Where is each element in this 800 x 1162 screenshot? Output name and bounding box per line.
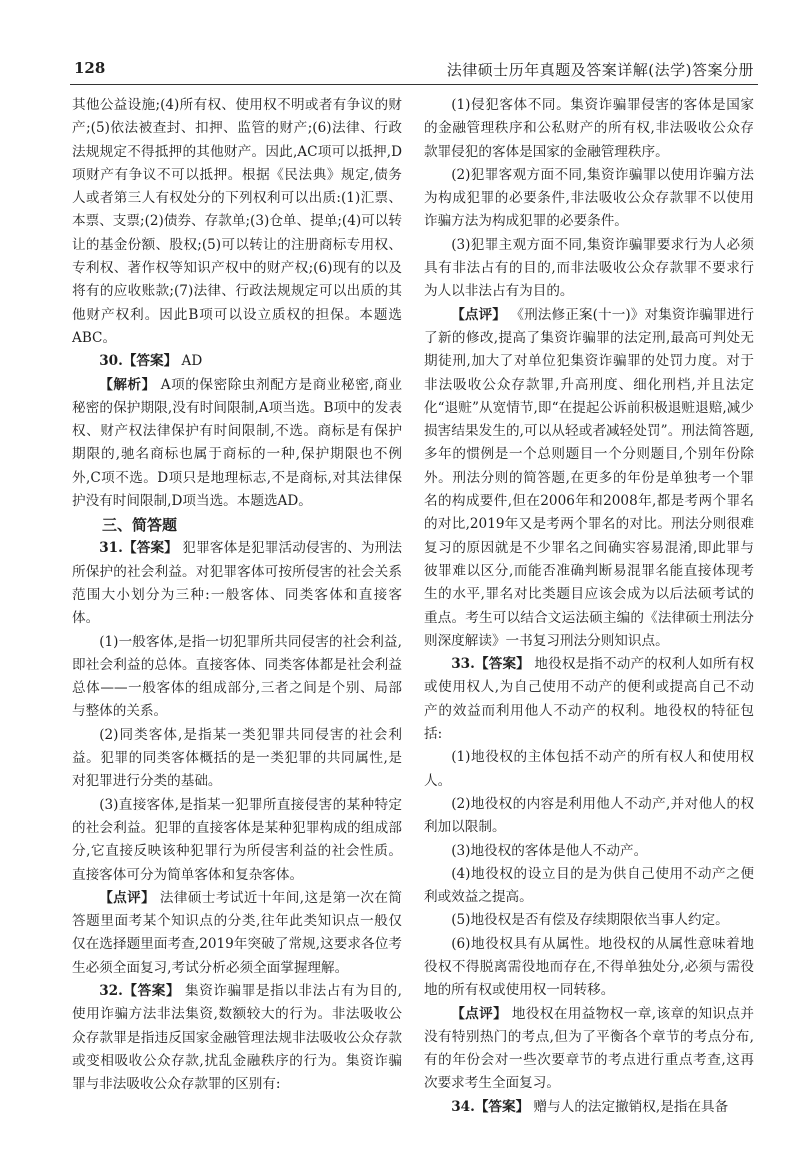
paragraph [424,164,754,234]
paragraph [424,304,754,653]
paragraph-text: (1)侵犯客体不同。集资诈骗罪侵害的客体是国家的金融管理秩序和公私财产的所有权,非法吸收公众存款罪侵犯的客体是国家的金融管理秩序。 [424,97,754,160]
paragraph-text: 法律硕士考试近十年间,这是第一次在简答题里面考某个知识点的分类,往年此类知识点一般仅仅在选择题里面考查,2019年突破了常规,这要求各位考生必须全面复习,考试分析必须全面掌握理解。 [72,889,402,976]
answer-tag: 【点评】 [451,1005,508,1022]
paragraph [72,794,402,887]
paragraph-text: (3)直接客体,是指某一犯罪所直接侵害的某种特定的社会利益。犯罪的直接客体是某种犯罪构成的组成部分,它直接反映该种犯罪行为所侵害利益的社会性质。直接客体可分为简单客体和复杂客体。 [72,796,402,883]
paragraph [424,1096,754,1119]
answer-tag: 【点评】 [451,306,506,323]
paragraph-text: 地役权是指不动产的权利人如所有权或使用权人,为自己使用不动产的便利或提高自己不动产的效益而利用他人不动产的权利。地役权的特征包括: [424,656,754,743]
paragraph-text: 犯罪客体是犯罪活动侵害的、为刑法所保护的社会利益。对犯罪客体可按所侵害的社会关系范围大小划分为三种:一般客体、同类客体和直接客体。 [72,540,402,627]
paragraph [424,746,754,793]
paragraph-text: (3)地役权的客体是他人不动产。 [451,842,648,859]
answer-tag: 34.【答案】 [451,1098,530,1115]
paragraph [424,863,754,910]
paragraph-text: (5)地役权是否有偿及存续期限依当事人约定。 [451,912,729,929]
paragraph [72,374,402,514]
paragraph-text: 《刑法修正案(十一)》对集资诈骗罪进行了新的修改,提高了集资诈骗罪的法定刑,最高可判处无期徒刑,加大了对单位犯集资诈骗罪的处罚力度。对于非法吸收公众存款罪,升高刑度、细化刑档,并且法定化“退赃”从宽情节,即“在提起公诉前积极退赃退赔,减少损害结果发生的,可以从轻或者减轻处罚”。刑法简答题,多年的惯例是一个总则题目一个分则题目,个别年份除外。刑法分则的简答题,在更多的年份是单独考一个罪名的构成要件,但在2006年和2008年,都是考两个罪名的对比,2019年又是考两个罪名的对比。刑法分则很难复习的原因就是不少罪名之间确实容易混淆,即此罪与彼罪难以区分,而能否准确判断易混罪名能直接体现考生的水平,罪名对比类题目应该会成为以后法硕考试的重点。考生可以结合文运法硕主编的《法律硕士刑法分则深度解读》一书复习刑法分则知识点。 [424,306,754,649]
paragraph [72,350,402,373]
answer-tag: 【点评】 [99,889,156,906]
paragraph-text: 赠与人的法定撤销权,是指在具备 [529,1098,729,1115]
page-header [74,57,754,87]
left-column [72,94,402,1096]
paragraph [72,980,402,1096]
paragraph [424,793,754,840]
paragraph-text: A项的保密除虫剂配方是商业秘密,商业秘密的保护期限,没有时间限制,A项当选。B项中的发表权、财产权法律保护有时间限制,不选。商标是有保护期限的,驰名商标也属于商标的一种,保护期限也不例外,C项不选。D项只是地理标志,不是商标,对其法律保护没有时间限制,D项当选。本题选AD。 [72,376,403,510]
paragraph [424,1003,754,1096]
paragraph-text: (2)犯罪客观方面不同,集资诈骗罪以使用诈骗方法为构成犯罪的必要条件,非法吸收公众存款罪不以使用诈骗方法为构成犯罪的必要条件。 [424,166,754,230]
paragraph-text: (2)地役权的内容是利用他人不动产,并对他人的权利加以限制。 [424,795,754,836]
paragraph [424,94,754,164]
paragraph [72,724,402,794]
answer-tag: 【解析】 [99,376,156,393]
paragraph [424,653,754,746]
right-column [424,94,754,1119]
paragraph-text: (3)犯罪主观方面不同,集资诈骗罪要求行为人必须具有非法占有的目的,而非法吸收公众存款罪不要求行为人以非法占有为目的。 [424,236,754,300]
paragraph-text: (6)地役权具有从属性。地役权的从属性意味着地役权不得脱离需役地而存在,不得单独处分,必须与需役地的所有权或使用权一同转移。 [424,935,754,999]
paragraph-text: (1)一般客体,是指一切犯罪所共同侵害的社会利益,即社会利益的总体。直接客体、同类客体都是社会利益总体——一般客体的组成部分,三者之间是个别、局部与整体的关系。 [72,633,402,720]
paragraph [72,887,402,980]
paragraph-text: (1)地役权的主体包括不动产的所有权人和使用权人。 [424,749,754,789]
book-title: 法律硕士历年真题及答案详解(法学)答案分册 [446,61,754,79]
paragraph-text: 地役权在用益物权一章,该章的知识点并没有特别热门的考点,但为了平衡各个章节的考点分布,有的年份会对一些次要章节的考点进行重点考查,这再次要求考生全面复习。 [424,1005,754,1092]
answer-tag: 33.【答案】 [451,656,530,673]
paragraph [72,94,402,350]
paragraph-text: AD [177,353,203,370]
paragraph [424,234,754,304]
paragraph-text: 集资诈骗罪是指以非法占有为目的,使用诈骗方法非法集资,数额较大的行为。非法吸收公众存款罪是指违反国家金融管理法规非法吸收公众存款或变相吸收公众存款,扰乱金融秩序的行为。集资诈骗罪与非法吸收公众存款罪的区别有: [72,982,402,1093]
answer-tag: 31.【答案】 [99,540,178,557]
answer-tag: 30.【答案】 [99,353,178,370]
paragraph [424,840,754,863]
paragraph [424,909,754,932]
section-heading: 三、简答题 [102,516,178,535]
header-divider [70,84,758,85]
paragraph-text: (4)地役权的设立目的是为供自己使用不动产之便利或效益之提高。 [424,865,754,906]
paragraph [424,933,754,1003]
paragraph-text: (2)同类客体,是指某一类犯罪共同侵害的社会利益。犯罪的同类客体概括的是一类犯罪的共同属性,是对犯罪进行分类的基础。 [72,726,402,790]
page-number: 128 [74,59,106,77]
paragraph [72,631,402,724]
answer-tag: 32.【答案】 [99,982,181,999]
paragraph [72,537,402,630]
paragraph-text: 其他公益设施;(4)所有权、使用权不明或者有争议的财产;(5)依法被查封、扣押、监管的财产;(6)法律、行政法规规定不得抵押的其他财产。因此,AC项可以抵押,D项财产有争议不可以抵押。根据《民法典》规定,债务人或者第三人有权处分的下列权利可以出质:(1)汇票、本票、支票;(2)债券、存款单;(3)仓单、提单;(4)可以转让的基金份额、股权;(5)可以转让的注册商标专用权、专利权、著作权等知识产权中的财产权;(6)现有的以及将有的应收账款;(7)法律、行政法规规定可以出质的其他财产权利。因此B项可以设立质权的担保。本题选ABC。 [72,97,402,346]
